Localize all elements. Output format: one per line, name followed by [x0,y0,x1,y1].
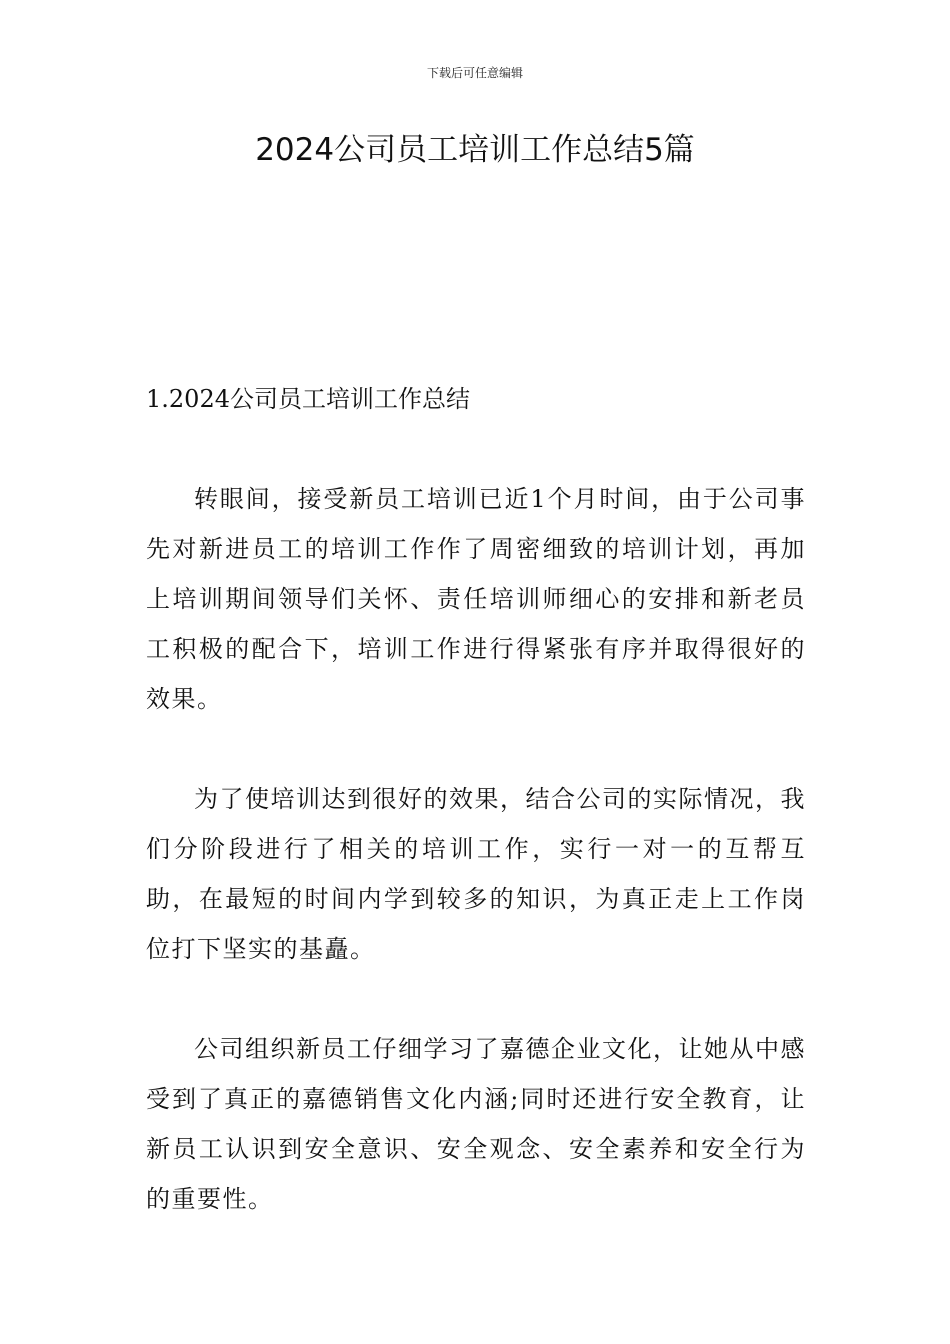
header-note: 下载后可任意编辑 [426,66,523,80]
document-body [146,474,806,1274]
paragraph-3: 公司组织新员工仔细学习了嘉德企业文化，让她从中感受到了真正的嘉德销售文化内涵;同时还进行安全教育，让新员工认识到安全意识、安全观念、安全素养和安全行为的重要性。 [146,1035,806,1213]
paragraph-2: 为了使培训达到很好的效果，结合公司的实际情况，我们分阶段进行了相关的培训工作，实行一对一的互帮互助，在最短的时间内学到较多的知识，为真正走上工作岗位打下坚实的基矗。 [146,785,806,963]
paragraph-1: 转眼间，接受新员工培训已近1个月时间，由于公司事先对新进员工的培训工作作了周密细致的培训计划，再加上培训期间领导们关怀、责任培训师细心的安排和新老员工积极的配合下，培训工作进行得紧张有序并取得很好的效果。 [146,485,806,713]
section-heading: 1.2024公司员工培训工作总结 [146,385,470,413]
document-title: 2024公司员工培训工作总结5篇 [255,132,695,168]
